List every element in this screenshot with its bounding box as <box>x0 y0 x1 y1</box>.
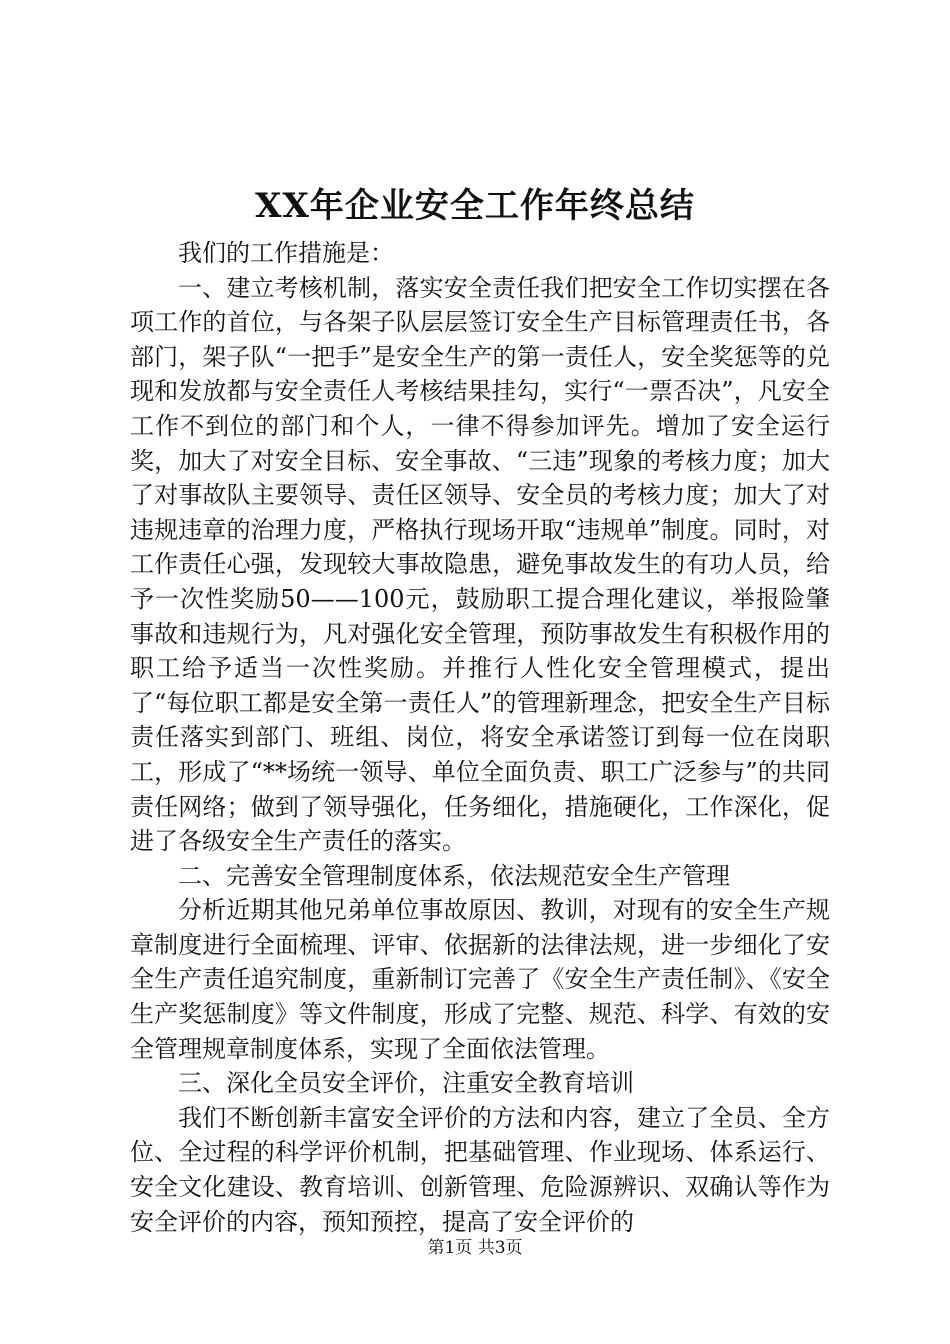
document-title: XX年企业安全工作年终总结 <box>255 186 695 226</box>
paragraph-section-1: 一、建立考核机制，落实安全责任我们把安全工作切实摆在各项工作的首位，与各架子队层层签订安全生产目标管理责任书，各部门，架子队“一把手”是安全生产的第一责任人，安全奖惩等的兑现和发放都与安全责任人考核结果挂勾，实行“一票否决”，凡安全工作不到位的部门和个人，一律不得参加评先。增加了安全运行奖，加大了对安全目标、安全事故、“三违”现象的考核力度；加大了对事故队主要领导、责任区领导、安全员的考核力度；加大了对违规违章的治理力度，严格执行现场开取“违规单”制度。同时，对工作责任心强，发现较大事故隐患，避免事故发生的有功人员，给予一次性奖励50——100元，鼓励职工提合理化建议，举报险肇事故和违规行为，凡对强化安全管理，预防事故发生有积极作用的职工给予适当一次性奖励。并推行人性化安全管理模式，提出了“每位职工都是安全第一责任人”的管理新理念，把安全生产目标责任落实到部门、班组、岗位，将安全承诺签订到每一位在岗职工，形成了“**场统一领导、单位全面负责、职工广泛参与”的共同责任网络；做到了领导强化，任务细化，措施硬化，工作深化，促进了各级安全生产责任的落实。 <box>130 273 830 856</box>
paragraph-section-3: 我们不断创新丰富安全评价的方法和内容，建立了全员、全方位、全过程的科学评价机制，把基础管理、作业现场、体系运行、安全文化建设、教育培训、创新管理、危险源辨识、双确认等作为安全评价的内容，预知预控，提高了安全评价的 <box>130 1103 830 1236</box>
document-body <box>130 236 830 1239</box>
page-footer: 第1页 共3页 <box>427 1238 523 1258</box>
heading-section-2: 二、完善安全管理制度体系，依法规范安全生产管理 <box>178 861 730 890</box>
heading-section-3: 三、深化全员安全评价，注重安全教育培训 <box>178 1069 634 1098</box>
paragraph-intro: 我们的工作措施是： <box>178 239 394 267</box>
paragraph-section-2: 分析近期其他兄弟单位事故原因、教训，对现有的安全生产规章制度进行全面梳理、评审、依据新的法律法规，进一步细化了安全生产责任追究制度，重新制订完善了《安全生产责任制》、《安全生产奖惩制度》等文件制度，形成了完整、规范、科学、有效的安全管理规章制度体系，实现了全面依法管理。 <box>130 896 830 1063</box>
